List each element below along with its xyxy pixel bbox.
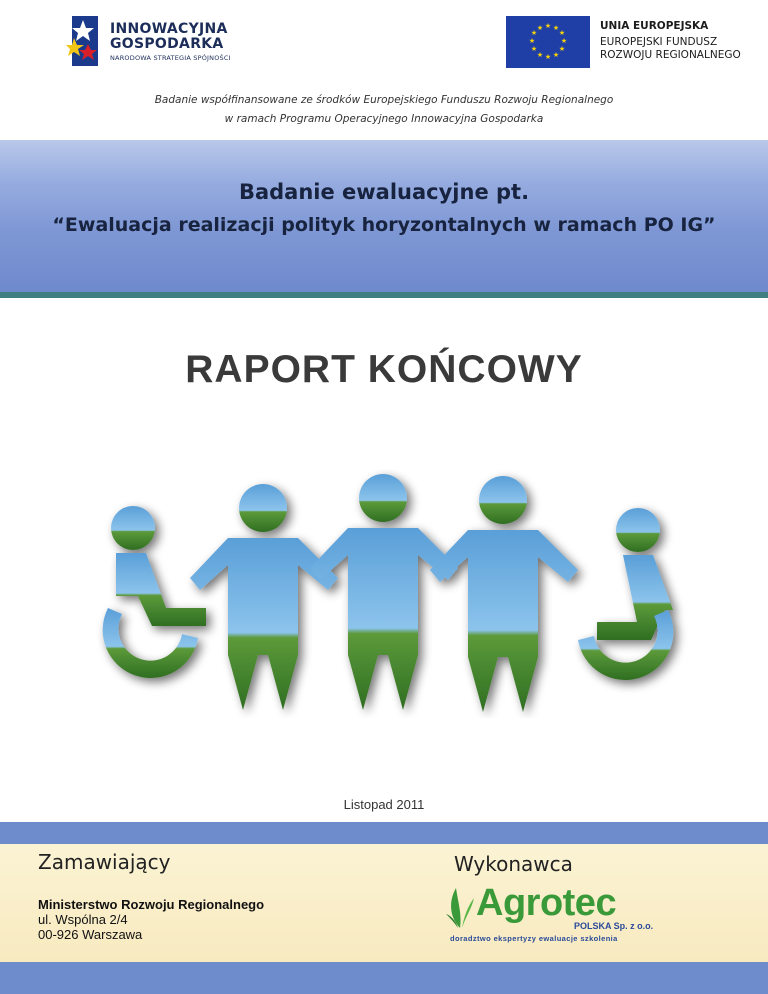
agrotec-leaf-icon <box>446 884 476 930</box>
svg-text:★: ★ <box>530 45 538 53</box>
figure-5-wheel <box>578 610 673 680</box>
ig-logo-subtitle: NARODOWA STRATEGIA SPÓJNOŚCI <box>110 54 231 62</box>
footer-bottom-bar <box>0 962 768 994</box>
eu-logo-title: UNIA EUROPEJSKA <box>600 20 709 32</box>
svg-text:★: ★ <box>544 22 552 30</box>
client-name: Ministerstwo Rozwoju Regionalnego <box>38 897 265 912</box>
agrotec-logo <box>446 882 654 952</box>
eu-flag-icon <box>506 16 590 68</box>
svg-text:★: ★ <box>530 29 538 37</box>
report-title: RAPORT KOŃCOWY <box>185 348 583 391</box>
client-heading: Zamawiający <box>38 850 171 874</box>
figure-1-body <box>116 553 206 626</box>
svg-text:★: ★ <box>558 45 566 53</box>
ig-logo-name: INNOWACYJNA GOSPODARKA <box>110 21 228 52</box>
svg-text:★: ★ <box>544 53 552 61</box>
svg-text:★: ★ <box>528 37 536 45</box>
svg-text:★: ★ <box>552 24 560 32</box>
svg-text:★: ★ <box>558 29 566 37</box>
study-title-line1: Badanie ewaluacyjne pt. <box>238 180 530 204</box>
figure-3-head <box>359 474 407 522</box>
footer-top-bar <box>0 822 768 844</box>
figure-4-head <box>479 476 527 524</box>
cofinancing-note-line1: Badanie współfinansowane ze środków Europejskiego Funduszu Rozwoju Regionalnego <box>154 94 614 106</box>
study-title-line2: “Ewaluacja realizacji polityk horyzontalnych w ramach PO IG” <box>52 214 716 236</box>
svg-text:★: ★ <box>560 37 568 45</box>
svg-text:★: ★ <box>552 51 560 59</box>
ig-star-mark-icon <box>66 16 100 66</box>
svg-text:★: ★ <box>536 51 544 59</box>
agrotec-tagline: doradztwo ekspertyzy ewaluacje szkolenia <box>450 934 618 943</box>
contractor-heading: Wykonawca <box>454 852 573 876</box>
client-street: ul. Wspólna 2/4 <box>38 912 128 927</box>
report-date: Listopad 2011 <box>343 797 425 812</box>
eu-logo <box>506 16 746 70</box>
people-chain-illustration <box>78 468 698 718</box>
figure-2-head <box>239 484 287 532</box>
figure-5-head <box>616 508 660 552</box>
title-band <box>0 140 768 292</box>
figure-3-body <box>310 528 458 710</box>
agrotec-brand: Agrotec <box>476 882 617 924</box>
eu-logo-subtitle: EUROPEJSKI FUNDUSZ ROZWOJU REGIONALNEGO <box>600 36 741 61</box>
innowacyjna-gospodarka-logo <box>66 16 266 70</box>
figure-4-body <box>430 530 578 712</box>
cofinancing-note-line2: w ramach Programu Operacyjnego Innowacyjna Gospodarka <box>224 113 544 125</box>
figure-1-head <box>111 506 155 550</box>
client-city: 00-926 Warszawa <box>38 927 143 942</box>
agrotec-brand-sub: POLSKA Sp. z o.o. <box>574 921 654 931</box>
svg-text:★: ★ <box>536 24 544 32</box>
title-separator <box>0 292 768 298</box>
